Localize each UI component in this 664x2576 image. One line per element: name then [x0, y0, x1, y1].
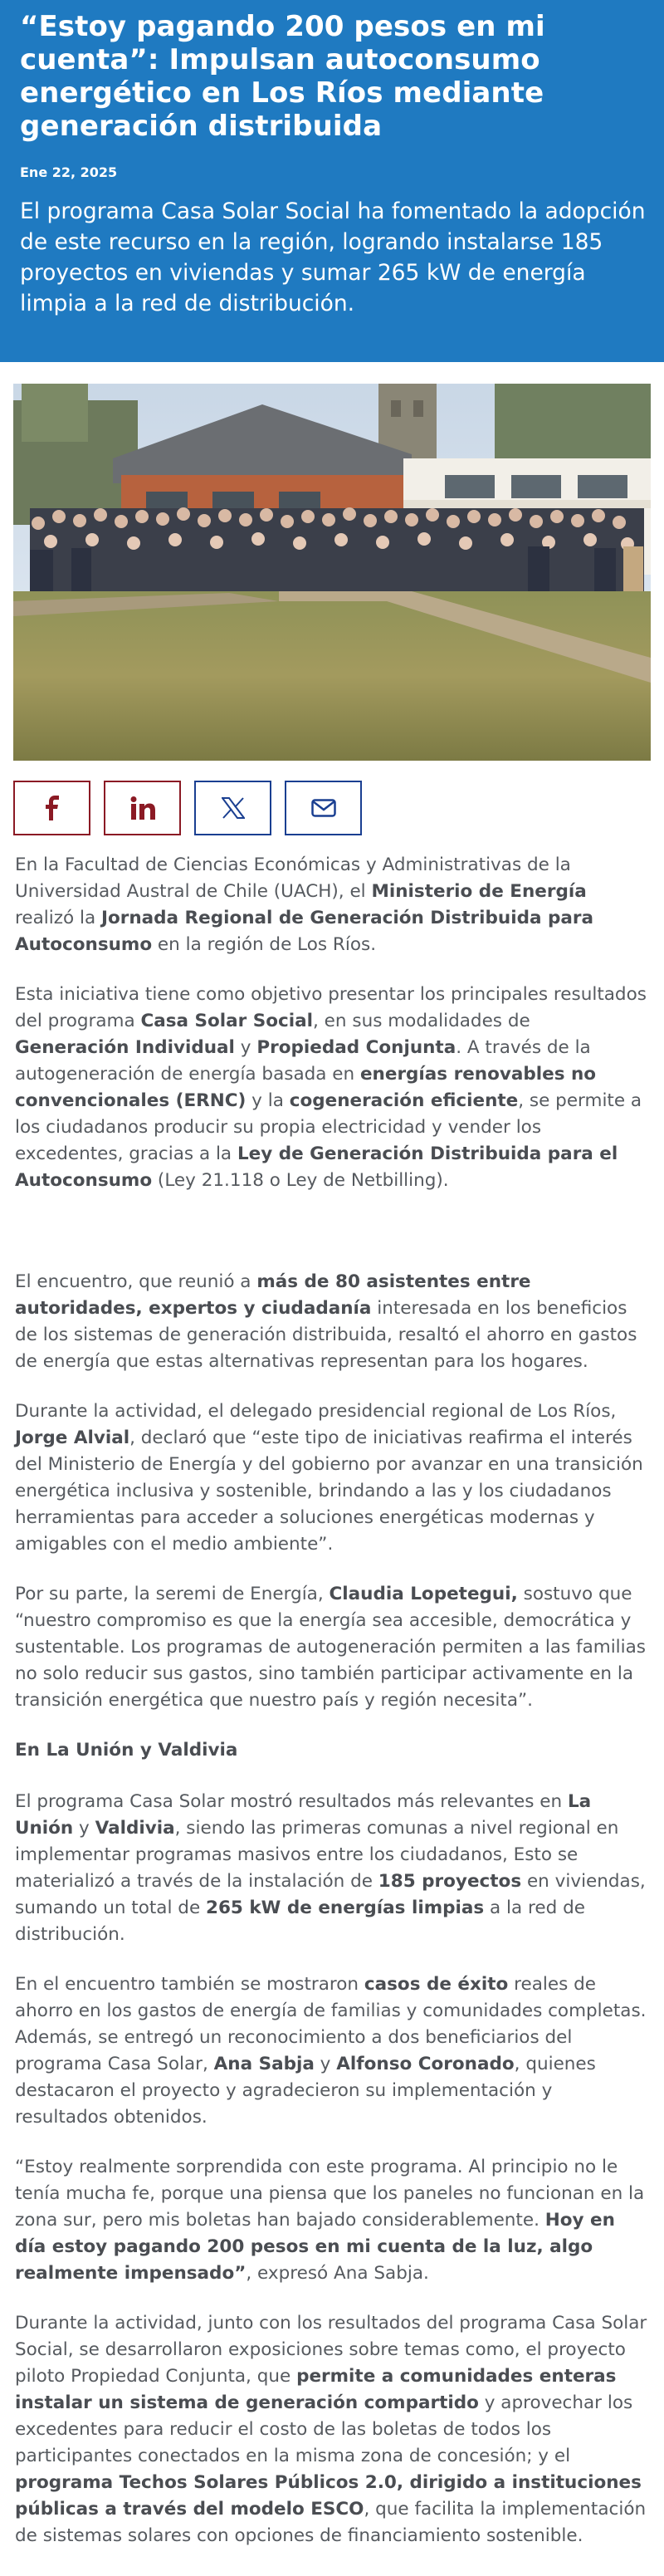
bold-text: cogeneración eficiente — [289, 1090, 519, 1111]
bold-text: Hoy en día estoy pagando 200 pesos en mi cuenta de la luz, algo realmente impensado” — [15, 2210, 615, 2284]
text: (Ley 21.118 o Ley de Netbilling). — [152, 1170, 449, 1191]
bold-text: Propiedad Conjunta — [256, 1037, 456, 1058]
text: En el encuentro también se mostraron — [15, 1974, 364, 1995]
article-lead: El programa Casa Solar Social ha fomentado la adopción de este recurso en la región, logrando instalarse 185 proyectos en viviendas y sumar 265 kW de energía limpia a la red de distribución. — [20, 198, 646, 316]
featured-photo — [13, 384, 651, 761]
article-header — [0, 0, 664, 362]
text: “Estoy realmente sorprendida con este programa. Al principio no le tenía mucha fe, porque una piensa que los paneles no funcionan en la zona sur, pero mis boletas han bajado considerablemente. — [15, 2157, 645, 2231]
paragraph-quote — [15, 2154, 647, 2287]
bold-text: casos de éxito — [364, 1974, 509, 1995]
bold-text: Generación Individual — [15, 1037, 235, 1058]
paragraph-exposiciones — [15, 2310, 647, 2549]
text: El encuentro, que reunió a — [15, 1271, 257, 1292]
paragraph-results — [15, 1789, 647, 1948]
bold-text: Valdivia — [95, 1818, 175, 1839]
article-body — [0, 837, 664, 2549]
bold-text: Alfonso Coronado — [336, 2054, 515, 2074]
bold-text: Ministerio de Energía — [371, 881, 587, 902]
bold-text: energías renovables no convencionales (ERNC) — [15, 1064, 597, 1111]
facebook-icon — [43, 796, 61, 820]
text: , expresó Ana Sabja. — [246, 2263, 429, 2284]
text: En la Facultad de Ciencias Económicas y Administrativas de la Universidad Austral de Chile (UACH), el — [15, 855, 571, 902]
publish-date: Ene 22, 2025 — [20, 164, 118, 180]
share-facebook-button[interactable] — [13, 781, 90, 835]
text: , siendo las primeras comunas a nivel regional en implementar programas masivos entre los ciudadanos, Esto se materializó a través de la instalación de — [15, 1818, 619, 1892]
text: El programa Casa Solar mostró resultados más relevantes en — [15, 1791, 568, 1812]
bold-text: Jornada Regional de Generación Distribuida para Autoconsumo — [15, 908, 593, 955]
bold-text: Ana Sabja — [213, 2054, 315, 2074]
text: , se permite a los ciudadanos producir su propia electricidad y vender los excedentes, gracias a la — [15, 1090, 642, 1164]
bold-text: Casa Solar Social — [140, 1011, 314, 1031]
text: en viviendas, sumando un total de — [15, 1871, 646, 1918]
text: , declaró que “este tipo de iniciativas reafirma el interés del Ministerio de Energía y del gobierno por avanzar en una transición energética inclusiva y sostenible, brindando a las y los ciudadanos herramientas para acceder a soluciones energéticas modernas y amigables con el medio ambiente”. — [15, 1428, 643, 1555]
text: en la región de Los Ríos. — [152, 934, 377, 955]
text: Por su parte, la seremi de Energía, — [15, 1584, 330, 1604]
mail-icon — [311, 799, 336, 817]
spacer — [15, 1217, 647, 1269]
paragraph-objective — [15, 982, 647, 1194]
x-icon — [222, 797, 245, 819]
share-email-button[interactable] — [285, 781, 362, 835]
text: , que facilita la implementación de sistemas solares con opciones de financiamiento sostenible. — [15, 2499, 647, 2546]
paragraph-delegado — [15, 1398, 647, 1558]
share-bar — [13, 781, 664, 837]
paragraph-intro — [15, 852, 647, 958]
text: a la red de distribución. — [15, 1898, 585, 1945]
text: realizó la — [15, 908, 101, 928]
bold-text: Jorge Alvial — [15, 1428, 130, 1448]
text: , en sus modalidades de — [313, 1011, 530, 1031]
paragraph-success-cases — [15, 1971, 647, 2131]
text: y — [314, 2054, 337, 2074]
text: Durante la actividad, el delegado presidencial regional de Los Ríos, — [15, 1401, 617, 1422]
text: sostuvo que “nuestro compromiso es que la energía sea accesible, democrática y sustentable. Los programas de autogeneración permiten a las familias no solo reducir sus gastos, sino también participar activamente en la transición energética que nuestro país y región necesita”. — [15, 1584, 647, 1711]
section-heading: En La Unión y Valdivia — [15, 1740, 238, 1761]
text: Durante la actividad, junto con los resultados del programa Casa Solar Social, se desarrollaron exposiciones sobre temas como, el proyecto piloto Propiedad Conjunta, que — [15, 2313, 647, 2387]
bold-text: programa Techos Solares Públicos 2.0, dirigido a instituciones públicas a través del modelo ESCO — [15, 2472, 642, 2520]
share-x-button[interactable] — [194, 781, 271, 835]
text: reales de ahorro en los gastos de energía de familias y comunidades completas. Además, se entregó un reconocimiento a dos beneficiarios del programa Casa Solar, — [15, 1974, 647, 2074]
bold-text: Ley de Generación Distribuida para el Autoconsumo — [15, 1144, 618, 1191]
bold-text: 185 proyectos — [378, 1871, 522, 1892]
text: y la — [246, 1090, 290, 1111]
text: y — [73, 1818, 95, 1839]
text: Esta iniciativa tiene como objetivo presentar los principales resultados del programa — [15, 984, 647, 1031]
article-title: “Estoy pagando 200 pesos en mi cuenta”: Impulsan autoconsumo energético en Los Ríos mediante generación distribuida — [20, 10, 545, 143]
share-linkedin-button[interactable] — [104, 781, 181, 835]
paragraph-seremi — [15, 1581, 647, 1714]
linkedin-icon — [130, 796, 155, 820]
bold-text: 265 kW de energías limpias — [206, 1898, 485, 1918]
text: interesada en los beneficios de los sistemas de generación distribuida, resaltó el ahorro en gastos de energía que estas alternativas representan para los hogares. — [15, 1298, 637, 1372]
paragraph-encuentro — [15, 1269, 647, 1375]
bold-text: más de 80 asistentes entre autoridades, expertos y ciudadanía — [15, 1271, 531, 1319]
text: y aprovechar los excedentes para reducir el costo de las boletas de todos los participantes conectados en la misma zona de concesión; y el — [15, 2392, 633, 2466]
bold-text: Claudia Lopetegui, — [329, 1584, 518, 1604]
bold-text: permite a comunidades enteras instalar un sistema de generación compartido — [15, 2366, 617, 2413]
group-photo-image — [13, 384, 651, 761]
bold-text: La Unión — [15, 1791, 592, 1839]
text: y — [234, 1037, 257, 1058]
text: . A través de la autogeneración de energía basada en — [15, 1037, 591, 1085]
text: , quienes destacaron el proyecto y agradecieron su implementación y resultados obtenidos. — [15, 2054, 596, 2128]
